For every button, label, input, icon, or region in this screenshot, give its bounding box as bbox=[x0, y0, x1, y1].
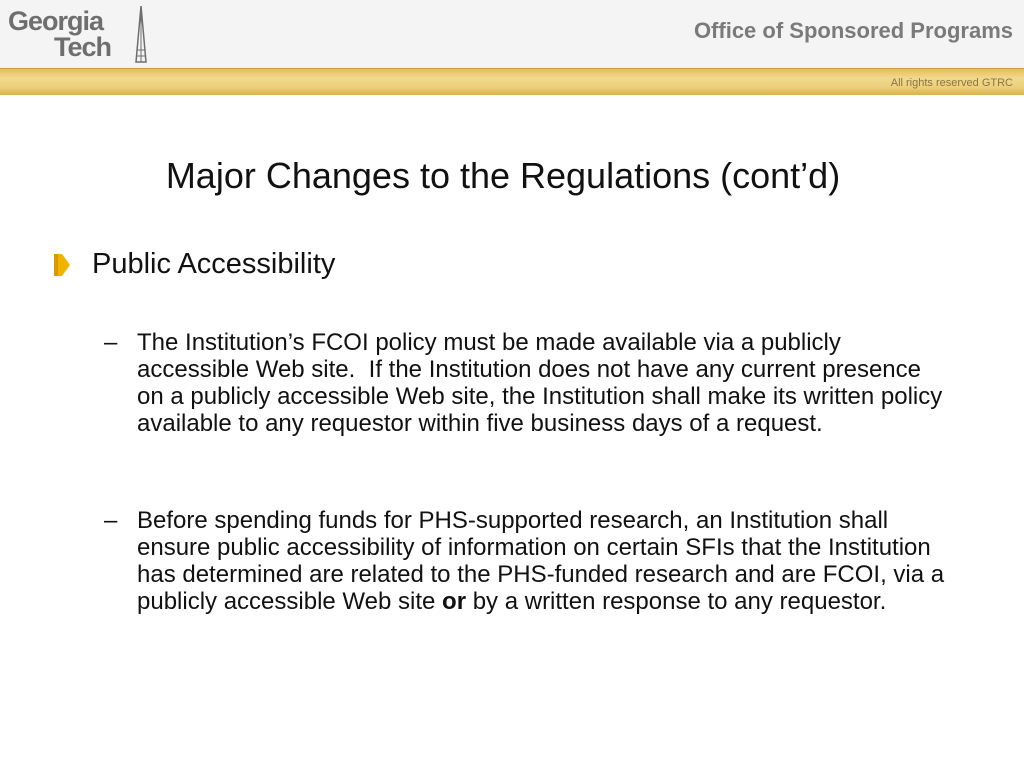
header-band bbox=[0, 68, 1024, 95]
org-title: Office of Sponsored Programs bbox=[693, 18, 1013, 43]
sub-bullet-2 bbox=[104, 507, 954, 615]
bullet-label: Public Accessibility bbox=[92, 248, 336, 280]
sub-bullet-text: The Institution’s FCOI policy must be made available via a publicly accessible Web site. If the Institution does not have any current presence on a publicly accessible Web site, the Institution shall make its written policy available to any requestor within five business days of a request. bbox=[137, 329, 943, 437]
sub-bullet-1 bbox=[104, 329, 954, 437]
slide-title: Major Changes to the Regulations (cont’d) bbox=[165, 155, 841, 196]
georgia-tech-logo bbox=[8, 6, 156, 64]
sub-bullet-text-part: by a written response to any requestor. bbox=[466, 588, 887, 615]
dash-marker: – bbox=[104, 329, 118, 356]
copyright-notice: All rights reserved GTRC bbox=[890, 77, 1013, 89]
tech-tower-icon bbox=[130, 6, 152, 64]
sub-bullet-text-part: Before spending funds for PHS-supported research, an Institution shall ensure public accessibility of information on certain SFIs that the Institution has determined are related to the PHS-funded research and are FCOI, via a publicly accessible Web site bbox=[137, 507, 945, 615]
logo-text-tech: Tech bbox=[54, 32, 112, 62]
logo-text-georgia: Georgia bbox=[8, 6, 104, 36]
arrow-bullet-icon bbox=[52, 252, 72, 278]
slide-header bbox=[0, 0, 1024, 68]
sub-bullet-text bbox=[137, 507, 954, 615]
dash-marker: – bbox=[104, 507, 118, 534]
sub-bullet-bold-word: or bbox=[442, 588, 467, 615]
